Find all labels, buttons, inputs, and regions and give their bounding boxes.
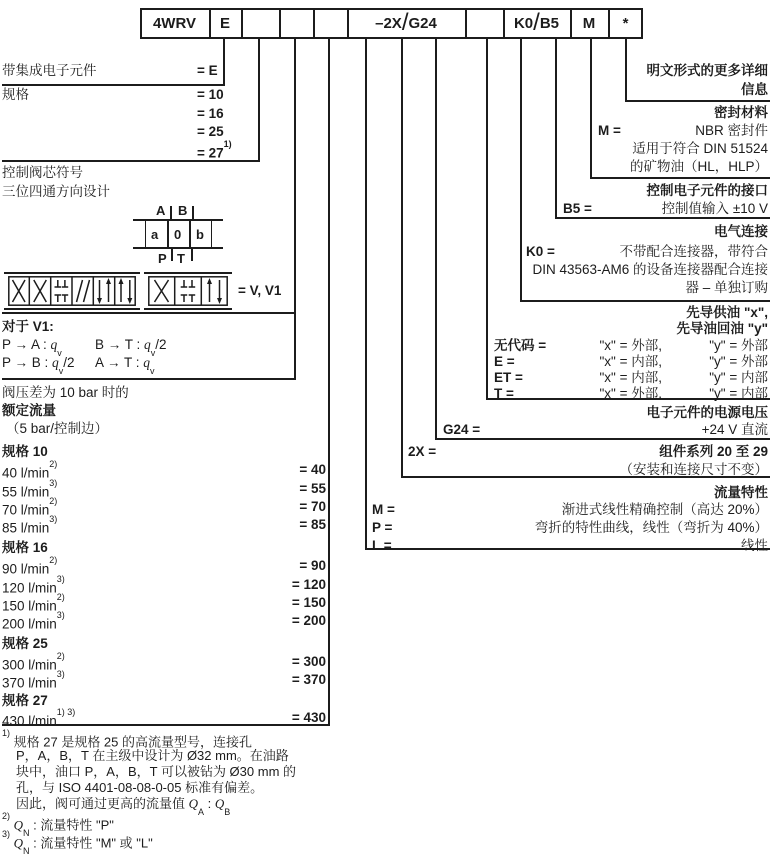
flow-row-label: 370 $l/\min^{3)}$ xyxy=(2,669,65,691)
spool-symbol-strip-v1-icon xyxy=(148,276,228,306)
shelf-line xyxy=(435,438,770,440)
v1-note-line2a: P → B : $q_v/2$ xyxy=(2,355,75,376)
port-tick xyxy=(170,206,172,220)
footnote-ref: 2) xyxy=(49,459,58,469)
footnote-1-line: P，A，B，T 在主级中设计为 Ø32 mm。在油路 xyxy=(16,748,289,763)
footnote-ref: 2) xyxy=(56,651,65,661)
flow-row-value: = 120 xyxy=(291,577,326,592)
flow-row-value: = 150 xyxy=(291,595,326,610)
flow-row-value: = 370 xyxy=(291,672,326,687)
value-v-v1: = V, V1 xyxy=(238,283,282,298)
k0-code: K0 = xyxy=(526,244,555,259)
code-divider xyxy=(608,10,610,37)
flow-row-value: = 70 xyxy=(299,499,326,514)
v1-note-line1a: P → A : $q_v$ xyxy=(2,337,62,358)
slash-glyph: / xyxy=(401,8,409,36)
seal-value: NBR 密封件 xyxy=(695,123,768,138)
flow-char-desc: 渐进式线性精确控制（高达 20%） xyxy=(561,502,768,517)
pilot-y-value: "y" = 外部 xyxy=(709,354,768,369)
flow-char-desc: 弯折的特性曲线，线性（弯折为 40%） xyxy=(534,520,768,535)
code-g24-label: G24 xyxy=(408,15,437,32)
symbol-rail xyxy=(4,272,140,274)
pilot-x-value: "x" = 外部, xyxy=(599,386,662,401)
pilot-code: E = xyxy=(494,354,515,369)
qn-symbol: Q xyxy=(13,817,24,833)
flow-row-label: 150 $l/\min^{2)}$ xyxy=(2,592,65,614)
series-line1: 组件系列 20 至 29 xyxy=(659,444,768,459)
footnote-ref: 3) xyxy=(56,669,65,679)
port-tick xyxy=(192,206,194,220)
flow-row-value: = 85 xyxy=(299,517,326,532)
k0-line3: 器 – 单独订购 xyxy=(685,280,768,295)
value-e: = E xyxy=(197,63,218,78)
code-box-star xyxy=(610,10,641,37)
connector-line xyxy=(328,38,330,726)
shelf-line xyxy=(2,84,225,86)
code-box-4wrv-label: 4WRV xyxy=(152,15,197,32)
footnote-ref: 1) 3) xyxy=(56,707,76,717)
pilot-x-value: "x" = 内部, xyxy=(599,354,662,369)
size-value-16: = 16 xyxy=(197,106,224,121)
pilot-title2: 先导油回油 "y" xyxy=(676,321,768,336)
shelf-line xyxy=(555,217,770,219)
flow-row-label: 85 $l/\min^{3)}$ xyxy=(2,514,58,536)
g24-code: G24 = xyxy=(443,422,481,437)
b5-value: 控制值输入 ±10 V xyxy=(661,201,768,216)
label-size: 规格 xyxy=(2,87,29,102)
flow-char-code: P = xyxy=(372,520,393,535)
valve-cell-a: a xyxy=(151,227,159,242)
connector-line xyxy=(294,38,296,380)
footnote-ref: 2) xyxy=(49,555,58,565)
valve-box-divider xyxy=(167,221,169,247)
symbol-rail xyxy=(144,272,232,274)
port-label-p: P xyxy=(158,251,167,266)
v1-note-title: 对于 V1: xyxy=(2,319,54,334)
port-label-a: A xyxy=(156,203,166,218)
seal-line2: 适用于符合 DIN 51524 xyxy=(632,141,768,156)
code-box-4wrv xyxy=(142,10,207,37)
footnote-1-line: 因此，阀可通过更高的流量值 $Q_A$ : $Q_B$ xyxy=(16,796,231,817)
flow-row-value: = 430 xyxy=(291,710,326,725)
seal-title: 密封材料 xyxy=(714,105,768,120)
flow-char-desc: 线性 xyxy=(741,538,768,553)
shelf-line xyxy=(590,177,770,179)
flow-row-label: 70 $l/\min^{2)}$ xyxy=(2,496,58,518)
flow-row-label: 200 $l/\min^{3)}$ xyxy=(2,610,65,632)
code-2x-label: –2X xyxy=(375,15,402,32)
flow-intro-1: 阀压差为 10 bar 时的 xyxy=(2,385,129,400)
v1-note-line1b: B → T : $q_v/2$ xyxy=(95,337,167,358)
label-spool-symbol: 控制阀芯符号 xyxy=(2,165,83,180)
valve-box-divider xyxy=(189,221,191,247)
code-divider xyxy=(465,10,467,37)
footnote-ref: 2) xyxy=(49,496,58,506)
b5-code: B5 = xyxy=(563,201,592,216)
b5-title: 控制电子元件的接口 xyxy=(646,183,768,198)
flow-intro-2: 额定流量 xyxy=(2,403,56,418)
series-code: 2X = xyxy=(408,444,437,459)
connector-line xyxy=(258,38,260,162)
star-description-line2: 信息 xyxy=(741,82,768,97)
code-box-flow xyxy=(315,10,345,37)
flow-row-label: 40 $l/\min^{2)}$ xyxy=(2,459,58,481)
pilot-code: 无代码 = xyxy=(494,338,547,353)
code-divider xyxy=(279,10,281,37)
shelf-line xyxy=(2,312,296,314)
shelf-line xyxy=(625,100,770,102)
pilot-y-value: "y" = 内部 xyxy=(709,386,768,401)
flow-char-title: 流量特性 xyxy=(714,485,768,500)
valve-cell-b: b xyxy=(196,227,204,242)
k0-title: 电气连接 xyxy=(714,224,768,239)
code-divider xyxy=(313,10,315,37)
flow-row-value: = 40 xyxy=(299,462,326,477)
code-box-seal xyxy=(572,10,606,37)
flow-row-label: 55 $l/\min^{3)}$ xyxy=(2,478,58,500)
code-divider xyxy=(570,10,572,37)
code-box-e-label: E xyxy=(219,15,230,32)
seal-code: M = xyxy=(598,123,621,138)
code-divider xyxy=(347,10,349,37)
port-tick xyxy=(171,248,173,261)
footnote-3: $^{3)}$ $Q_N$ : 流量特性 "M" 或 "L" xyxy=(2,829,153,856)
code-box-e xyxy=(211,10,239,37)
flow-row-value: = 90 xyxy=(299,558,326,573)
label-spool-design: 三位四通方向设计 xyxy=(2,184,110,199)
flow-row-label: 90 $l/\min^{2)}$ xyxy=(2,555,58,577)
connector-line xyxy=(365,38,367,550)
size-value-10: = 10 xyxy=(197,87,224,102)
flow-row-label: 430 $l/\min^{1) 3)}$ xyxy=(2,707,76,729)
star-description-line1: 明文形式的更多详细 xyxy=(646,63,768,78)
code-box-series-voltage xyxy=(349,10,463,37)
label-integrated-electronics: 带集成电子元件 xyxy=(2,63,97,78)
code-m-label: M xyxy=(582,15,596,32)
pilot-code: ET = xyxy=(494,370,523,385)
footnote-ref: 1) xyxy=(223,139,232,149)
footnote-ref: 2) xyxy=(56,592,65,602)
connector-line xyxy=(401,38,403,478)
qv-symbol: q xyxy=(50,337,58,352)
k0-line1: 不带配合连接器，带符合 xyxy=(619,244,768,259)
slash-glyph: / xyxy=(533,8,540,36)
symbol-rail xyxy=(4,308,140,310)
flow-intro-3: （5 bar/控制边） xyxy=(6,421,109,436)
qv-symbol: q xyxy=(52,355,59,370)
footnote-ref: 3) xyxy=(49,514,58,524)
port-label-b: B xyxy=(178,203,188,218)
size-value-25: = 25 xyxy=(197,124,224,139)
code-divider xyxy=(241,10,243,37)
qv-symbol: q xyxy=(143,355,151,370)
code-box-size xyxy=(281,10,311,37)
qn-symbol: Q xyxy=(13,835,24,851)
flow-heading-27: 规格 27 xyxy=(2,693,48,708)
footnote-ref: 3) xyxy=(56,574,65,584)
flow-row-label: 120 $l/\min^{3)}$ xyxy=(2,574,65,596)
qv-symbol: q xyxy=(144,337,151,352)
footnote-2: $^{2)}$ $Q_N$ : 流量特性 "P" xyxy=(2,811,114,838)
spool-symbol-strip-v-icon xyxy=(8,276,136,306)
code-box-pilot xyxy=(467,10,501,37)
shelf-line xyxy=(520,300,770,302)
pilot-y-value: "y" = 内部 xyxy=(709,370,768,385)
port-label-t: T xyxy=(177,251,185,266)
flow-heading-25: 规格 25 xyxy=(2,636,48,651)
qb-symbol: Q xyxy=(214,796,225,811)
pilot-code: T = xyxy=(494,386,514,401)
footnote-ref: 3) xyxy=(49,478,58,488)
port-tick xyxy=(191,248,193,261)
series-line2: （安装和连接尺寸不变） xyxy=(619,462,768,477)
code-box-spool xyxy=(243,10,277,37)
pilot-x-value: "x" = 外部, xyxy=(599,338,662,353)
code-divider xyxy=(503,10,505,37)
code-b5-label: B5 xyxy=(539,15,560,32)
connector-line xyxy=(223,38,225,86)
footnote-1-line: 孔，与 ISO 4401-08-08-0-05 标准有偏差。 xyxy=(16,780,264,795)
code-k0-label: K0 xyxy=(513,15,534,32)
symbol-rail xyxy=(144,308,232,310)
pilot-title1: 先导供油 "x", xyxy=(686,305,768,320)
code-divider xyxy=(209,10,211,37)
pilot-x-value: "x" = 内部, xyxy=(599,370,662,385)
k0-line2: DIN 43563-AM6 的设备连接器配合连接 xyxy=(532,262,768,277)
flow-row-value: = 55 xyxy=(299,481,326,496)
qa-symbol: Q xyxy=(188,796,199,811)
flow-heading-16: 规格 16 xyxy=(2,540,48,555)
flow-char-code: M = xyxy=(372,502,395,517)
footnote-1-line: 块中，油口 P，A，B，T 可以被钻为 Ø30 mm 的 xyxy=(16,764,297,779)
pilot-y-value: "y" = 外部 xyxy=(709,338,768,353)
seal-line3: 的矿物油（HL，HLP） xyxy=(629,159,768,174)
code-star-label: * xyxy=(622,15,629,32)
valve-cell-0: 0 xyxy=(174,227,182,242)
flow-heading-10: 规格 10 xyxy=(2,444,48,459)
footnote-1: $^{1)}$ 规格 27 是规格 25 的高流量型号，连接孔 xyxy=(2,728,253,750)
code-box-k0b5 xyxy=(505,10,568,37)
flow-row-label: 300 $l/\min^{2)}$ xyxy=(2,651,65,673)
flow-row-value: = 200 xyxy=(291,613,326,628)
shelf-line xyxy=(2,378,296,380)
v1-note-line2b: A → T : $q_v$ xyxy=(95,355,155,376)
flow-row-value: = 300 xyxy=(291,654,326,669)
size-value-27: = $27^{1)}$ xyxy=(197,139,232,161)
footnote-ref: 3) xyxy=(56,610,65,620)
flow-char-code: L = xyxy=(372,538,392,553)
g24-value: +24 V 直流 xyxy=(701,422,768,437)
g24-title: 电子元件的电源电压 xyxy=(646,405,768,420)
